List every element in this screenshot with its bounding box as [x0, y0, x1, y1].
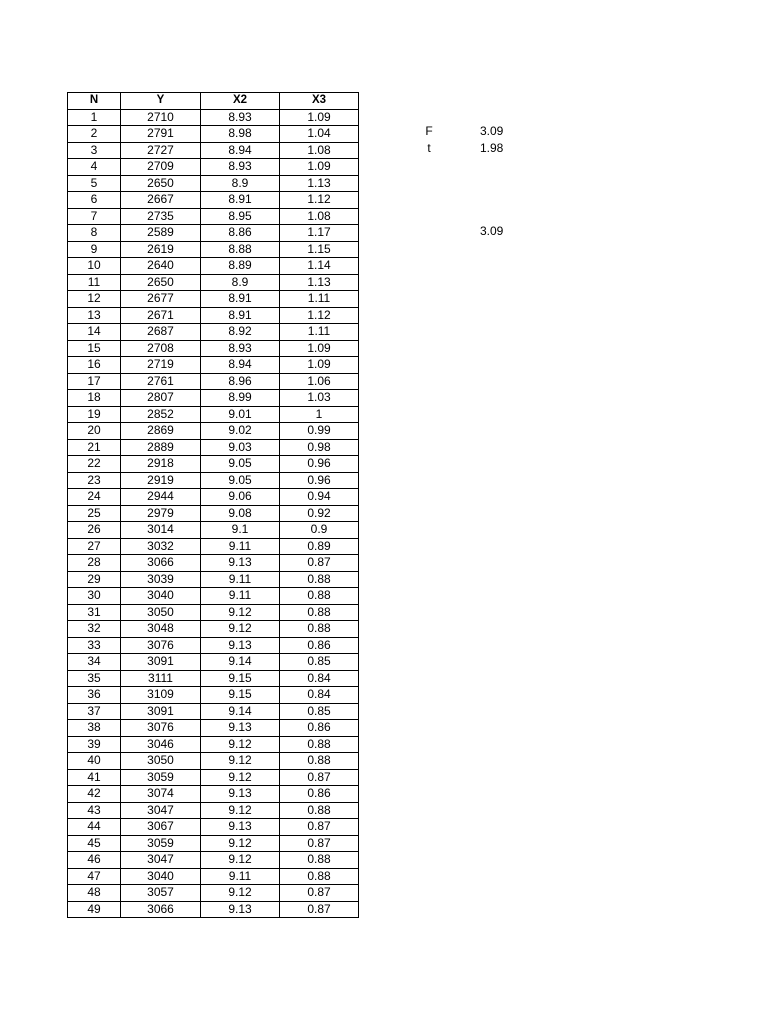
- table-row: [68, 373, 359, 390]
- cell-y: 3074: [121, 786, 201, 803]
- cell-x2: 8.94: [201, 142, 280, 159]
- table-row: [68, 175, 359, 192]
- cell-x2: 9.13: [201, 637, 280, 654]
- cell-x2: 9.13: [201, 819, 280, 836]
- table-row: [68, 687, 359, 704]
- cell-n: 49: [68, 901, 121, 918]
- table-row: [68, 868, 359, 885]
- cell-x3: 1.09: [280, 340, 359, 357]
- cell-x3: 0.88: [280, 588, 359, 605]
- cell-x2: 9.15: [201, 687, 280, 704]
- cell-y: 2650: [121, 175, 201, 192]
- cell-n: 1: [68, 109, 121, 126]
- cell-n: 48: [68, 885, 121, 902]
- cell-n: 26: [68, 522, 121, 539]
- cell-x2: 8.9: [201, 274, 280, 291]
- cell-n: 47: [68, 868, 121, 885]
- cell-x3: 0.86: [280, 720, 359, 737]
- cell-x3: 0.88: [280, 753, 359, 770]
- cell-x3: 1.09: [280, 109, 359, 126]
- table-row: [68, 621, 359, 638]
- cell-n: 32: [68, 621, 121, 638]
- cell-y: 2719: [121, 357, 201, 374]
- table-row: [68, 109, 359, 126]
- cell-n: 12: [68, 291, 121, 308]
- cell-x2: 9.03: [201, 439, 280, 456]
- cell-y: 2671: [121, 307, 201, 324]
- cell-x2: 9.12: [201, 736, 280, 753]
- cell-x2: 8.91: [201, 307, 280, 324]
- cell-y: 3057: [121, 885, 201, 902]
- cell-y: 3067: [121, 819, 201, 836]
- cell-x2: 8.9: [201, 175, 280, 192]
- table-row: [68, 126, 359, 143]
- cell-n: 9: [68, 241, 121, 258]
- cell-n: 19: [68, 406, 121, 423]
- table-row: [68, 670, 359, 687]
- cell-x2: 8.91: [201, 192, 280, 209]
- cell-x2: 9.06: [201, 489, 280, 506]
- cell-n: 2: [68, 126, 121, 143]
- cell-n: 42: [68, 786, 121, 803]
- table-row: [68, 258, 359, 275]
- cell-y: 3040: [121, 588, 201, 605]
- cell-x3: 0.96: [280, 472, 359, 489]
- table-row: [68, 489, 359, 506]
- cell-x2: 9.12: [201, 769, 280, 786]
- cell-y: 2640: [121, 258, 201, 275]
- cell-y: 2667: [121, 192, 201, 209]
- cell-y: 3059: [121, 769, 201, 786]
- cell-y: 3109: [121, 687, 201, 704]
- cell-x2: 9.12: [201, 604, 280, 621]
- table-row: [68, 192, 359, 209]
- cell-x3: 0.98: [280, 439, 359, 456]
- cell-x3: 0.99: [280, 423, 359, 440]
- cell-x3: 0.87: [280, 819, 359, 836]
- cell-n: 34: [68, 654, 121, 671]
- cell-x3: 0.87: [280, 901, 359, 918]
- cell-x2: 9.11: [201, 538, 280, 555]
- cell-y: 3048: [121, 621, 201, 638]
- cell-x3: 1.11: [280, 324, 359, 341]
- header-y: Y: [121, 93, 201, 110]
- cell-y: 3046: [121, 736, 201, 753]
- cell-x2: 9.05: [201, 472, 280, 489]
- table-row: [68, 538, 359, 555]
- cell-x3: 1.14: [280, 258, 359, 275]
- table-row: [68, 753, 359, 770]
- cell-n: 30: [68, 588, 121, 605]
- table-row: [68, 456, 359, 473]
- table-row: [68, 802, 359, 819]
- cell-x2: 9.12: [201, 835, 280, 852]
- table-row: [68, 406, 359, 423]
- table-row: [68, 769, 359, 786]
- cell-n: 4: [68, 159, 121, 176]
- cell-x3: 0.96: [280, 456, 359, 473]
- cell-x2: 9.12: [201, 753, 280, 770]
- cell-y: 2589: [121, 225, 201, 242]
- cell-x3: 1.15: [280, 241, 359, 258]
- cell-x2: 9.12: [201, 852, 280, 869]
- cell-y: 2650: [121, 274, 201, 291]
- cell-n: 41: [68, 769, 121, 786]
- cell-x3: 0.88: [280, 571, 359, 588]
- table-row: [68, 439, 359, 456]
- cell-y: 2944: [121, 489, 201, 506]
- cell-x3: 1.06: [280, 373, 359, 390]
- cell-n: 15: [68, 340, 121, 357]
- cell-n: 21: [68, 439, 121, 456]
- table-row: [68, 142, 359, 159]
- table-row: [68, 225, 359, 242]
- cell-x3: 0.88: [280, 621, 359, 638]
- cell-n: 39: [68, 736, 121, 753]
- cell-x3: 1.09: [280, 159, 359, 176]
- cell-x2: 8.93: [201, 159, 280, 176]
- cell-y: 2687: [121, 324, 201, 341]
- cell-x3: 1.17: [280, 225, 359, 242]
- cell-y: 3047: [121, 802, 201, 819]
- table-row: [68, 835, 359, 852]
- cell-y: 3040: [121, 868, 201, 885]
- table-row: [68, 522, 359, 539]
- cell-n: 6: [68, 192, 121, 209]
- f-label: F: [425, 124, 433, 138]
- table-row: [68, 588, 359, 605]
- cell-x3: 1.08: [280, 208, 359, 225]
- cell-x2: 9.05: [201, 456, 280, 473]
- cell-x2: 8.95: [201, 208, 280, 225]
- table-row: [68, 390, 359, 407]
- cell-x2: 8.92: [201, 324, 280, 341]
- cell-x3: 0.87: [280, 835, 359, 852]
- cell-x2: 9.13: [201, 786, 280, 803]
- table-row: [68, 720, 359, 737]
- cell-n: 24: [68, 489, 121, 506]
- cell-x2: 9.08: [201, 505, 280, 522]
- cell-x2: 8.91: [201, 291, 280, 308]
- table-row: [68, 307, 359, 324]
- cell-x2: 9.1: [201, 522, 280, 539]
- cell-x3: 0.94: [280, 489, 359, 506]
- cell-x2: 9.12: [201, 621, 280, 638]
- cell-y: 2708: [121, 340, 201, 357]
- cell-n: 22: [68, 456, 121, 473]
- cell-n: 46: [68, 852, 121, 869]
- cell-x3: 1.09: [280, 357, 359, 374]
- cell-n: 23: [68, 472, 121, 489]
- cell-x3: 0.87: [280, 885, 359, 902]
- table-row: [68, 654, 359, 671]
- cell-y: 3111: [121, 670, 201, 687]
- table-row: [68, 852, 359, 869]
- cell-x2: 9.14: [201, 703, 280, 720]
- cell-n: 31: [68, 604, 121, 621]
- table-row: [68, 555, 359, 572]
- cell-y: 2807: [121, 390, 201, 407]
- cell-x2: 9.13: [201, 901, 280, 918]
- cell-y: 3050: [121, 604, 201, 621]
- extra-value: 3.09: [480, 224, 504, 238]
- header-n: N: [68, 93, 121, 110]
- cell-n: 10: [68, 258, 121, 275]
- data-table: [67, 92, 359, 918]
- cell-n: 43: [68, 802, 121, 819]
- cell-y: 2918: [121, 456, 201, 473]
- cell-y: 3066: [121, 555, 201, 572]
- cell-n: 16: [68, 357, 121, 374]
- cell-n: 13: [68, 307, 121, 324]
- cell-y: 2869: [121, 423, 201, 440]
- table-row: [68, 208, 359, 225]
- cell-x2: 9.02: [201, 423, 280, 440]
- table-row: [68, 703, 359, 720]
- cell-n: 3: [68, 142, 121, 159]
- cell-n: 29: [68, 571, 121, 588]
- table-row: [68, 604, 359, 621]
- cell-x3: 0.88: [280, 852, 359, 869]
- table-row: [68, 637, 359, 654]
- cell-n: 25: [68, 505, 121, 522]
- cell-x3: 0.85: [280, 654, 359, 671]
- cell-x3: 1.08: [280, 142, 359, 159]
- table-row: [68, 357, 359, 374]
- cell-x3: 0.86: [280, 786, 359, 803]
- cell-n: 44: [68, 819, 121, 836]
- table-row: [68, 885, 359, 902]
- cell-n: 18: [68, 390, 121, 407]
- cell-y: 2919: [121, 472, 201, 489]
- cell-n: 35: [68, 670, 121, 687]
- table-header-row: [68, 93, 359, 110]
- cell-y: 3076: [121, 637, 201, 654]
- cell-y: 2735: [121, 208, 201, 225]
- cell-n: 7: [68, 208, 121, 225]
- cell-y: 2889: [121, 439, 201, 456]
- cell-n: 14: [68, 324, 121, 341]
- table-row: [68, 241, 359, 258]
- cell-x3: 1: [280, 406, 359, 423]
- cell-n: 8: [68, 225, 121, 242]
- cell-x2: 8.99: [201, 390, 280, 407]
- cell-y: 2677: [121, 291, 201, 308]
- cell-y: 2710: [121, 109, 201, 126]
- cell-x3: 0.88: [280, 736, 359, 753]
- cell-y: 2791: [121, 126, 201, 143]
- cell-x2: 8.96: [201, 373, 280, 390]
- cell-x3: 0.84: [280, 687, 359, 704]
- cell-y: 3047: [121, 852, 201, 869]
- cell-x2: 9.11: [201, 571, 280, 588]
- header-x2: X2: [201, 93, 280, 110]
- cell-x2: 8.93: [201, 109, 280, 126]
- cell-x3: 1.04: [280, 126, 359, 143]
- cell-n: 11: [68, 274, 121, 291]
- cell-n: 28: [68, 555, 121, 572]
- cell-n: 36: [68, 687, 121, 704]
- cell-n: 33: [68, 637, 121, 654]
- cell-n: 40: [68, 753, 121, 770]
- cell-x2: 8.93: [201, 340, 280, 357]
- f-value: 3.09: [480, 124, 504, 138]
- cell-x3: 0.9: [280, 522, 359, 539]
- cell-y: 3032: [121, 538, 201, 555]
- table-row: [68, 340, 359, 357]
- cell-x3: 0.86: [280, 637, 359, 654]
- cell-n: 38: [68, 720, 121, 737]
- cell-x2: 9.01: [201, 406, 280, 423]
- table-row: [68, 324, 359, 341]
- cell-y: 3091: [121, 703, 201, 720]
- table-row: [68, 901, 359, 918]
- cell-x2: 8.98: [201, 126, 280, 143]
- table-row: [68, 819, 359, 836]
- table-row: [68, 423, 359, 440]
- table-row: [68, 291, 359, 308]
- cell-x2: 8.94: [201, 357, 280, 374]
- cell-n: 27: [68, 538, 121, 555]
- cell-x3: 1.03: [280, 390, 359, 407]
- cell-x3: 0.92: [280, 505, 359, 522]
- cell-x3: 1.13: [280, 274, 359, 291]
- cell-x3: 0.89: [280, 538, 359, 555]
- cell-x3: 0.84: [280, 670, 359, 687]
- table-row: [68, 472, 359, 489]
- cell-x2: 9.13: [201, 720, 280, 737]
- table-row: [68, 159, 359, 176]
- cell-y: 3039: [121, 571, 201, 588]
- cell-x2: 9.12: [201, 802, 280, 819]
- table-row: [68, 505, 359, 522]
- cell-y: 3050: [121, 753, 201, 770]
- cell-x3: 0.85: [280, 703, 359, 720]
- cell-y: 3066: [121, 901, 201, 918]
- cell-x3: 1.11: [280, 291, 359, 308]
- table-row: [68, 274, 359, 291]
- cell-x3: 1.13: [280, 175, 359, 192]
- cell-y: 3059: [121, 835, 201, 852]
- cell-x3: 0.88: [280, 868, 359, 885]
- cell-x2: 8.88: [201, 241, 280, 258]
- cell-x2: 8.86: [201, 225, 280, 242]
- cell-x3: 0.87: [280, 769, 359, 786]
- cell-x3: 0.88: [280, 604, 359, 621]
- cell-y: 2852: [121, 406, 201, 423]
- cell-y: 2727: [121, 142, 201, 159]
- cell-x2: 8.89: [201, 258, 280, 275]
- cell-x2: 9.11: [201, 868, 280, 885]
- cell-x3: 0.88: [280, 802, 359, 819]
- cell-x2: 9.11: [201, 588, 280, 605]
- cell-y: 2761: [121, 373, 201, 390]
- cell-x3: 0.87: [280, 555, 359, 572]
- cell-y: 3076: [121, 720, 201, 737]
- cell-y: 2979: [121, 505, 201, 522]
- cell-x3: 1.12: [280, 192, 359, 209]
- cell-x2: 9.15: [201, 670, 280, 687]
- cell-y: 2619: [121, 241, 201, 258]
- header-x3: X3: [280, 93, 359, 110]
- cell-y: 2709: [121, 159, 201, 176]
- cell-x2: 9.13: [201, 555, 280, 572]
- table-row: [68, 736, 359, 753]
- cell-n: 37: [68, 703, 121, 720]
- cell-y: 3091: [121, 654, 201, 671]
- cell-y: 3014: [121, 522, 201, 539]
- cell-n: 45: [68, 835, 121, 852]
- t-value: 1.98: [480, 141, 504, 155]
- cell-n: 17: [68, 373, 121, 390]
- cell-x3: 1.12: [280, 307, 359, 324]
- table-body: [68, 109, 359, 918]
- cell-n: 5: [68, 175, 121, 192]
- table-row: [68, 571, 359, 588]
- t-label: t: [427, 141, 431, 155]
- cell-x2: 9.12: [201, 885, 280, 902]
- table-row: [68, 786, 359, 803]
- cell-x2: 9.14: [201, 654, 280, 671]
- cell-n: 20: [68, 423, 121, 440]
